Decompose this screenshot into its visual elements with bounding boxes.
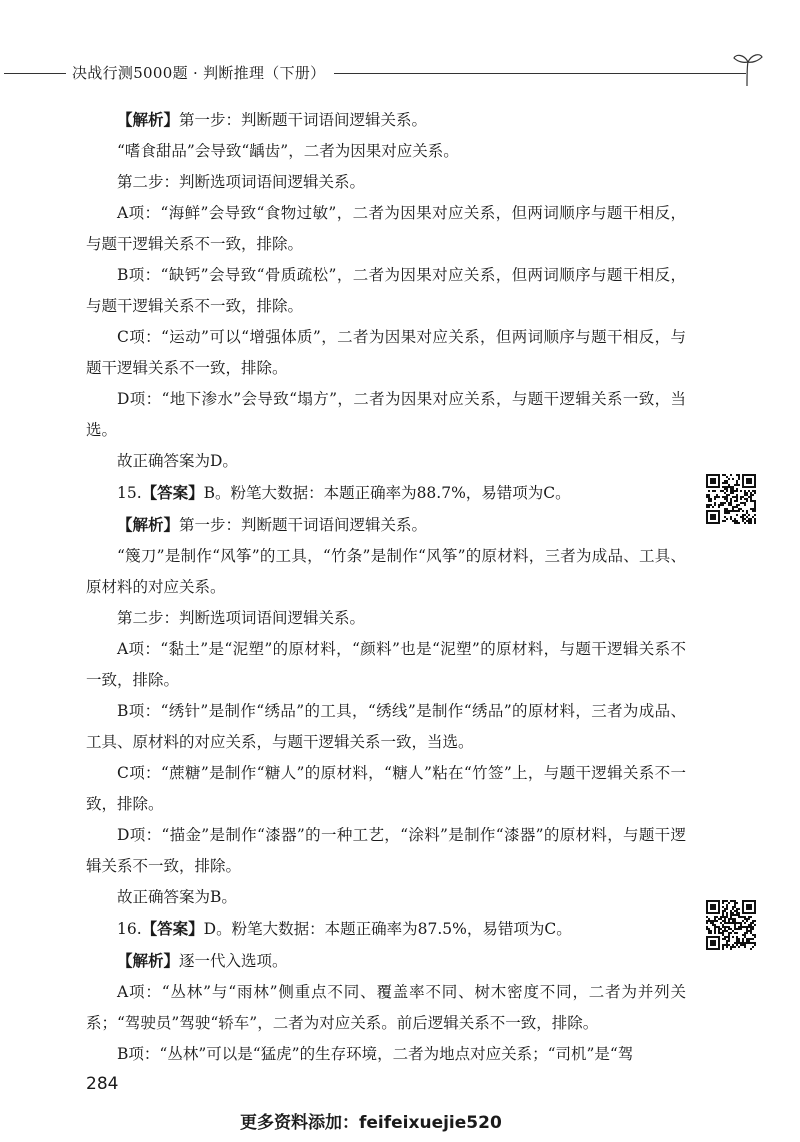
analysis-label: 【解析】 bbox=[117, 110, 180, 129]
page-number: 284 bbox=[86, 1074, 119, 1094]
paragraph-text: 故正确答案为B。 bbox=[117, 888, 237, 906]
paragraph-text: A项：“海鲜”会导致“食物过敏”，二者为因果对应关系，但两词顺序与题干相反，与题干逻辑关系不一致，排除。 bbox=[86, 204, 686, 253]
qr-code-icon[interactable] bbox=[706, 474, 756, 524]
body-paragraph bbox=[86, 1039, 686, 1070]
answer-label: 【答案】 bbox=[141, 483, 204, 502]
body-paragraph bbox=[86, 198, 686, 260]
header-rule-right bbox=[334, 73, 746, 74]
paragraph-text: B项：“缺钙”会导致“骨质疏松”，二者为因果对应关系，但两词顺序与题干相反，与题干逻辑关系不一致，排除。 bbox=[86, 266, 686, 315]
paragraph-text: “篾刀”是制作“风筝”的工具，“竹条”是制作“风筝”的原材料，三者为成品、工具、原材料的对应关系。 bbox=[86, 547, 686, 596]
body-paragraph bbox=[86, 820, 686, 882]
body-paragraph bbox=[86, 446, 686, 477]
answer-line bbox=[86, 913, 686, 945]
body-paragraph bbox=[86, 634, 686, 696]
answer-label: 【答案】 bbox=[141, 919, 204, 938]
paragraph-text: D项：“描金”是制作“漆器”的一种工艺，“涂料”是制作“漆器”的原材料，与题干逻辑关系不一致，排除。 bbox=[86, 826, 686, 875]
body-paragraph bbox=[86, 977, 686, 1039]
analysis-line bbox=[86, 104, 686, 136]
analysis-line bbox=[86, 509, 686, 541]
page-body bbox=[86, 104, 686, 1070]
paragraph-text: 故正确答案为D。 bbox=[117, 452, 238, 470]
body-paragraph bbox=[86, 882, 686, 913]
paragraph-text: 逐一代入选项。 bbox=[179, 952, 288, 970]
footer-note: 更多资料添加：feifeixuejie520 bbox=[240, 1113, 502, 1133]
paragraph-text: B。粉笔大数据：本题正确率为88.7%，易错项为C。 bbox=[203, 484, 571, 502]
running-header bbox=[0, 62, 800, 86]
paragraph-text: C项：“蔗糖”是制作“糖人”的原材料，“糖人”粘在“竹签”上，与题干逻辑关系不一致，排除。 bbox=[86, 764, 686, 813]
qr-code-icon[interactable] bbox=[706, 900, 756, 950]
analysis-label: 【解析】 bbox=[117, 515, 180, 534]
paragraph-text: 第一步：判断题干词语间逻辑关系。 bbox=[179, 516, 428, 534]
header-rule-left bbox=[4, 73, 66, 74]
paragraph-text: A项：“黏土”是“泥塑”的原材料，“颜料”也是“泥塑”的原材料，与题干逻辑关系不一致，排除。 bbox=[86, 640, 686, 689]
body-paragraph bbox=[86, 167, 686, 198]
body-paragraph bbox=[86, 322, 686, 384]
paragraph-text: “嗜食甜品”会导致“龋齿”，二者为因果对应关系。 bbox=[117, 142, 459, 160]
paragraph-text: D。粉笔大数据：本题正确率为87.5%，易错项为C。 bbox=[203, 920, 572, 938]
running-header-title: 决战行测5000题 · 判断推理（下册） bbox=[72, 64, 326, 82]
question-number: 15. bbox=[117, 484, 142, 502]
analysis-label: 【解析】 bbox=[117, 951, 180, 970]
body-paragraph bbox=[86, 603, 686, 634]
body-paragraph bbox=[86, 384, 686, 446]
body-paragraph bbox=[86, 541, 686, 603]
paragraph-text: C项：“运动”可以“增强体质”，二者为因果对应关系，但两词顺序与题干相反，与题干逻辑关系不一致，排除。 bbox=[86, 328, 686, 377]
body-paragraph bbox=[86, 696, 686, 758]
paragraph-text: D项：“地下渗水”会导致“塌方”，二者为因果对应关系，与题干逻辑关系一致，当选。 bbox=[86, 390, 686, 439]
body-paragraph bbox=[86, 260, 686, 322]
body-paragraph bbox=[86, 136, 686, 167]
paragraph-text: A项：“丛林”与“雨林”侧重点不同、覆盖率不同、树木密度不同，二者为并列关系；“驾驶员”驾驶“轿车”，二者为对应关系。前后逻辑关系不一致，排除。 bbox=[86, 983, 686, 1032]
paragraph-text: 第二步：判断选项词语间逻辑关系。 bbox=[117, 173, 366, 191]
body-paragraph bbox=[86, 758, 686, 820]
sprout-icon bbox=[732, 40, 764, 90]
paragraph-text: 第二步：判断选项词语间逻辑关系。 bbox=[117, 609, 366, 627]
question-number: 16. bbox=[117, 920, 142, 938]
paragraph-text: B项：“绣针”是制作“绣品”的工具，“绣线”是制作“绣品”的原材料，三者为成品、工具、原材料的对应关系，与题干逻辑关系一致，当选。 bbox=[86, 702, 686, 751]
answer-line bbox=[86, 477, 686, 509]
paragraph-text: 第一步：判断题干词语间逻辑关系。 bbox=[179, 111, 428, 129]
analysis-line bbox=[86, 945, 686, 977]
paragraph-text: B项：“丛林”可以是“猛虎”的生存环境，二者为地点对应关系；“司机”是“驾 bbox=[117, 1045, 634, 1063]
